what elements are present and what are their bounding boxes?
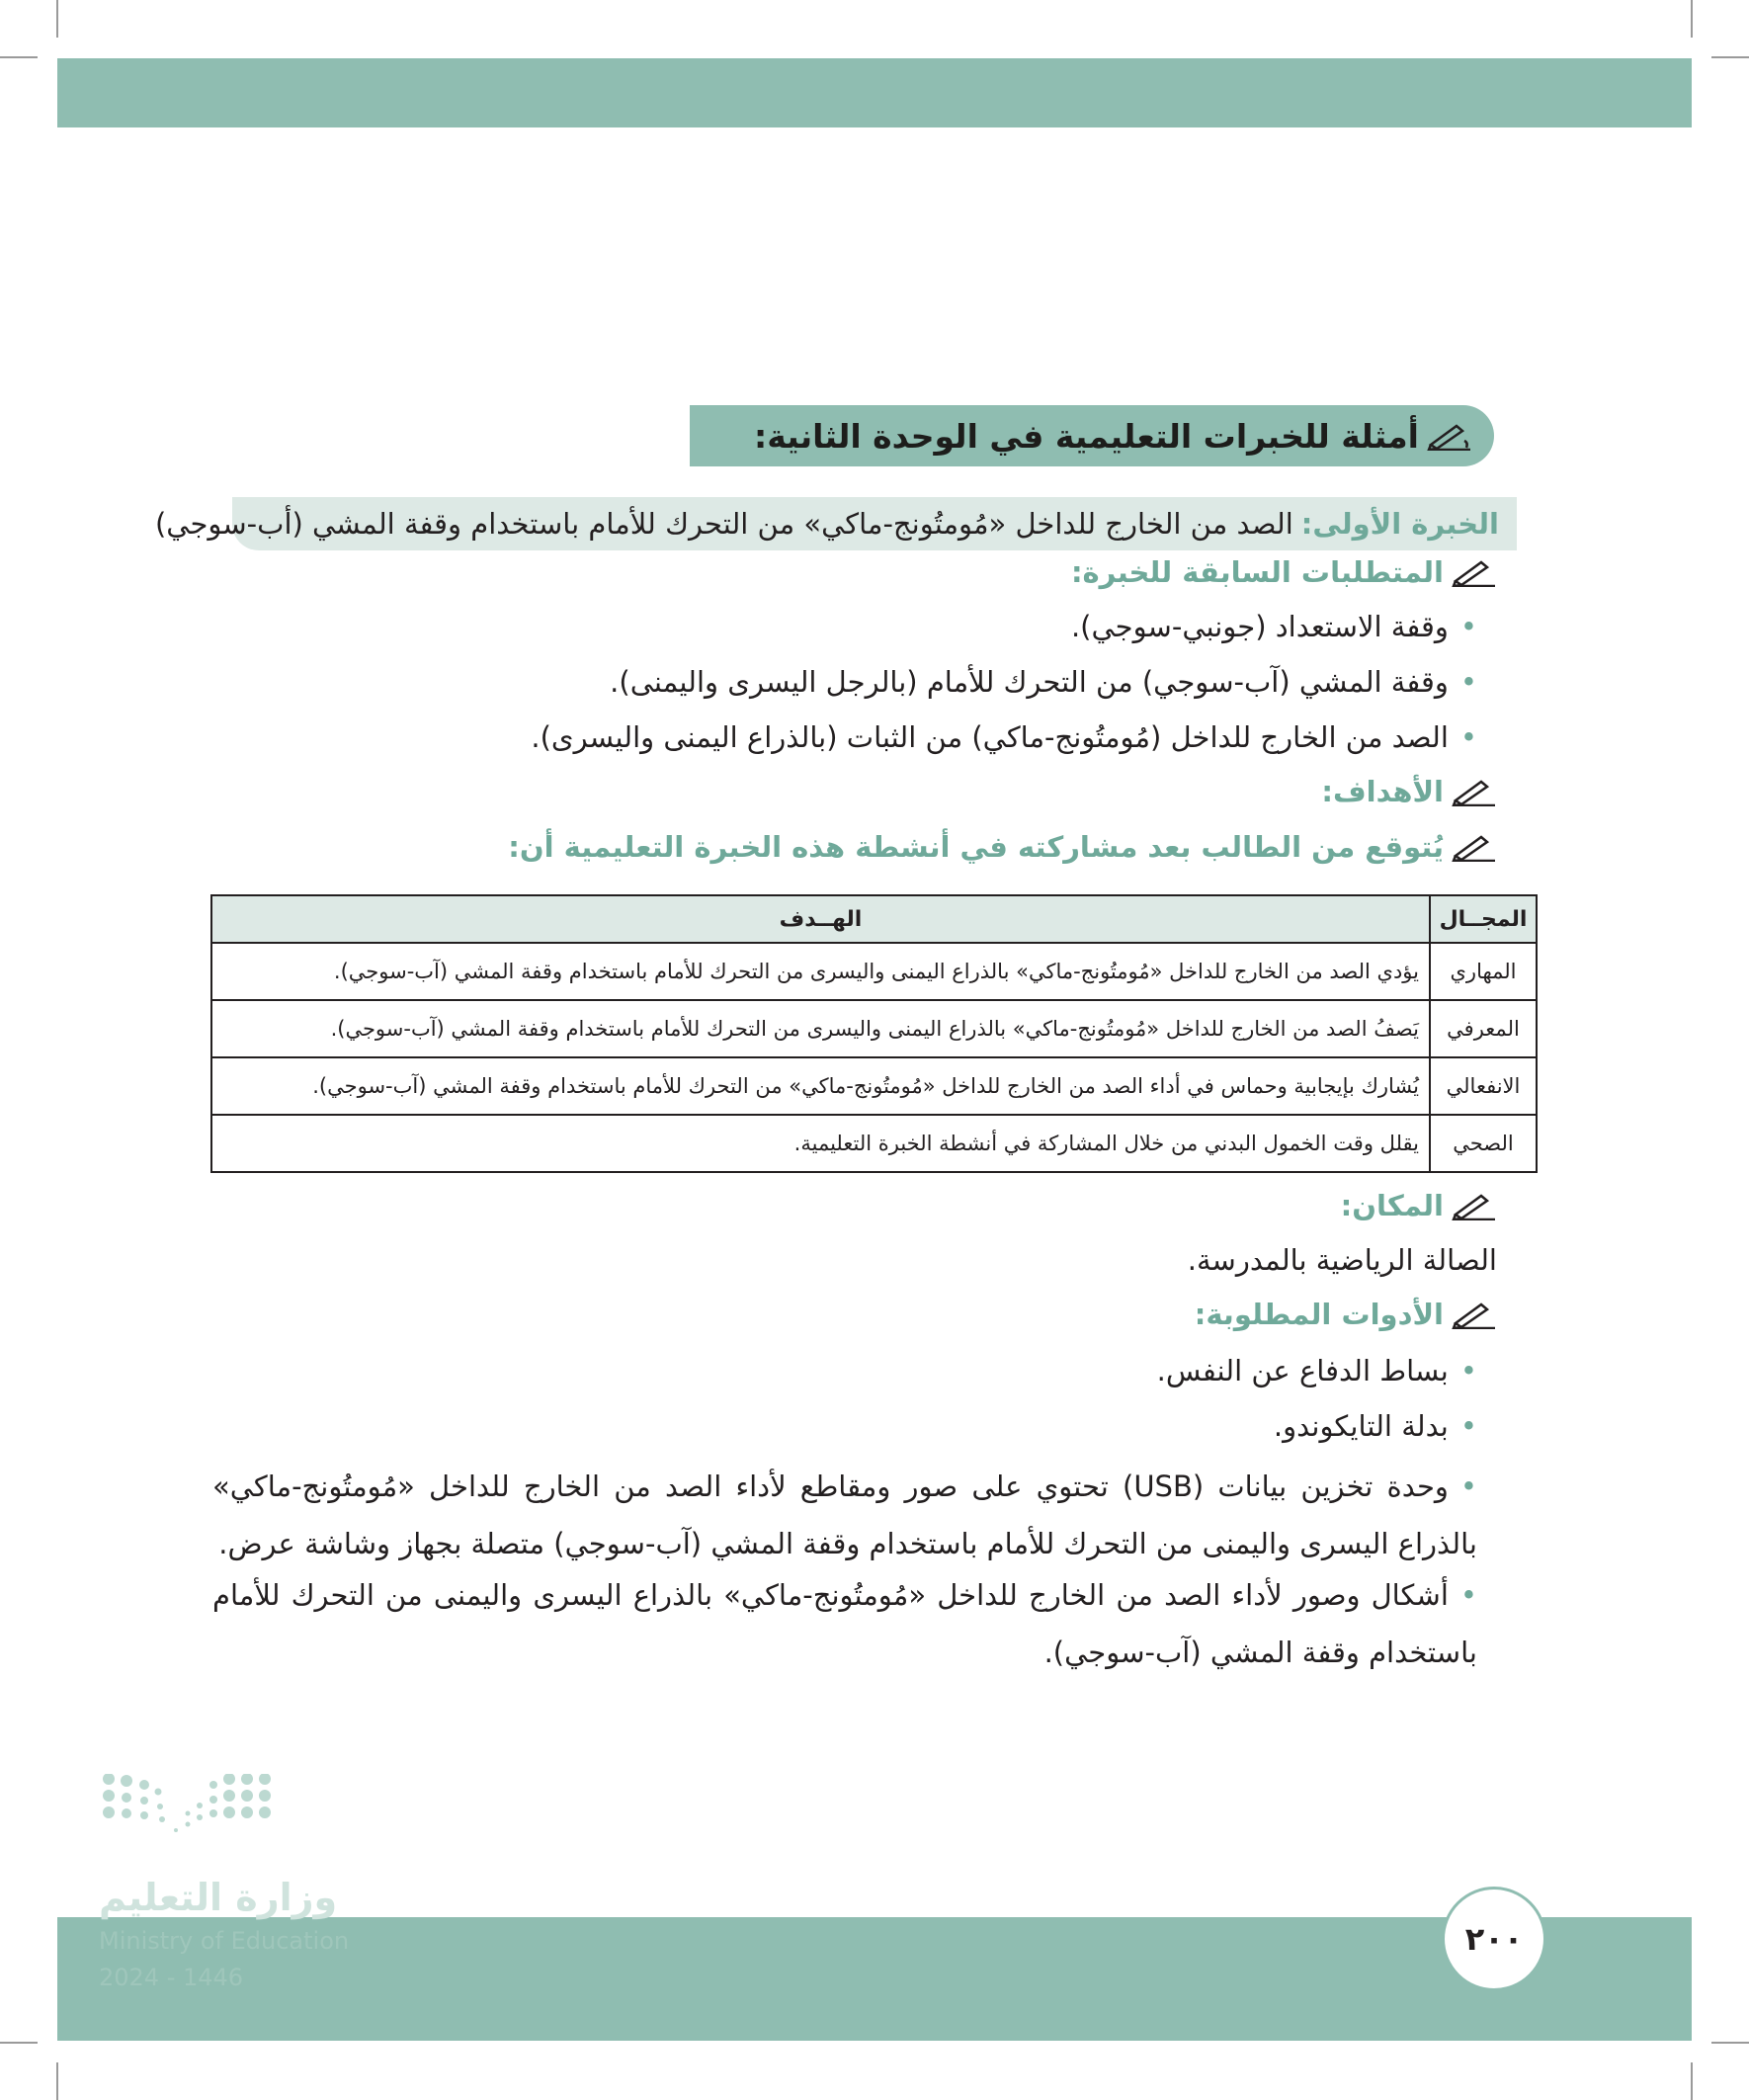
pen-icon bbox=[1452, 1300, 1497, 1329]
ministry-name-english: Ministry of Education bbox=[99, 1927, 350, 1955]
crop-mark bbox=[56, 2062, 58, 2100]
list-item: • بساط الدفاع عن النفس. bbox=[1157, 1354, 1477, 1387]
table-cell-goal: يقلل وقت الخمول البدني من خلال المشاركة في أنشطة الخبرة التعليمية. bbox=[211, 1115, 1430, 1172]
objectives-heading bbox=[1321, 775, 1497, 808]
list-item: •أشكال وصور لأداء الصد من الخارج للداخل «مُومتُونج-ماكي» بالذراع اليسرى واليمنى من التحرك للأمام باستخدام وقفة المشي (آب-سوجي). bbox=[212, 1578, 1477, 1669]
table-cell-domain: المعرفي bbox=[1430, 1000, 1537, 1057]
place-heading-text: المكان: bbox=[1340, 1189, 1444, 1222]
section-title-banner bbox=[690, 405, 1494, 466]
objectives-subheading bbox=[508, 830, 1497, 864]
crop-mark bbox=[0, 56, 38, 58]
table-cell-goal: يؤدي الصد من الخارج للداخل «مُومتُونج-ماكي» بالذراع اليمنى واليسرى من التحرك للأمام باستخدام وقفة المشي (آب-سوجي). bbox=[211, 943, 1430, 1000]
prerequisites-heading bbox=[1071, 555, 1497, 589]
tools-heading-text: الأدوات المطلوبة: bbox=[1194, 1298, 1444, 1331]
table-header-goal: الهــدف bbox=[211, 895, 1430, 943]
list-item: • الصد من الخارج للداخل (مُومتُونج-ماكي) من الثبات (بالذراع اليمنى واليسرى). bbox=[531, 720, 1477, 754]
pen-icon bbox=[1452, 832, 1497, 862]
list-item: • بدلة التايكوندو. bbox=[1274, 1409, 1477, 1443]
table-cell-goal: يَصفُ الصد من الخارج للداخل «مُومتُونج-ماكي» بالذراع اليمنى واليسرى من التحرك للأمام باستخدام وقفة المشي (آب-سوجي). bbox=[211, 1000, 1430, 1057]
crop-mark bbox=[1711, 2042, 1749, 2044]
experience-bar bbox=[154, 497, 1517, 550]
objectives-table bbox=[210, 894, 1538, 1173]
list-item-text: أشكال وصور لأداء الصد من الخارج للداخل «مُومتُونج-ماكي» بالذراع اليسرى واليمنى من التحرك للأمام باستخدام وقفة المشي (آب-سوجي). bbox=[212, 1578, 1477, 1669]
table-cell-domain: الصحي bbox=[1430, 1115, 1537, 1172]
list-item: • وقفة المشي (آب-سوجي) من التحرك للأمام (بالرجل اليسرى واليمنى). bbox=[610, 665, 1477, 699]
place-text: الصالة الرياضية بالمدرسة. bbox=[1187, 1243, 1497, 1277]
tools-heading bbox=[1195, 1298, 1497, 1331]
pen-icon bbox=[1452, 557, 1497, 587]
table-cell-goal: يُشارك بإيجابية وحماس في أداء الصد من الخارج للداخل «مُومتُونج-ماكي» من التحرك للأمام باستخدام وقفة المشي (آب-سوجي). bbox=[211, 1057, 1430, 1115]
ministry-year: 2024 - 1446 bbox=[99, 1964, 244, 1991]
list-item: • وقفة الاستعداد (جونبي-سوجي). bbox=[1071, 610, 1477, 643]
pen-icon bbox=[1452, 777, 1497, 806]
ministry-name-arabic: وزارة التعليم bbox=[99, 1876, 338, 1919]
objectives-subheading-text: يُتوقع من الطالب بعد مشاركته في أنشطة هذه الخبرة التعليمية أن: bbox=[508, 830, 1444, 864]
experience-label: الخبرة الأولى: bbox=[1300, 507, 1499, 541]
header-band bbox=[57, 58, 1692, 127]
pen-icon bbox=[1452, 1191, 1497, 1220]
section-title: أمثلة للخبرات التعليمية في الوحدة الثانية: bbox=[754, 416, 1419, 456]
table-cell-domain: الانفعالي bbox=[1430, 1057, 1537, 1115]
objectives-heading-text: الأهداف: bbox=[1321, 775, 1444, 808]
prerequisites-heading-text: المتطلبات السابقة للخبرة: bbox=[1070, 555, 1444, 589]
table-header-domain: المجــال bbox=[1430, 895, 1537, 943]
crop-mark bbox=[56, 0, 58, 38]
crop-mark bbox=[1691, 0, 1693, 38]
crop-mark bbox=[1711, 56, 1749, 58]
list-item-text: وحدة تخزين بيانات (USB) تحتوي على صور ومقاطع لأداء الصد من الخارج للداخل «مُومتُونج-ماكي» بالذراع اليسرى واليمنى من التحرك للأمام باستخدام وقفة المشي (آب-سوجي) متصلة بجهاز وشاشة عرض. bbox=[212, 1470, 1477, 1560]
table-row bbox=[211, 1000, 1537, 1057]
pen-icon bbox=[1427, 421, 1472, 451]
place-heading bbox=[1341, 1189, 1497, 1222]
table-row bbox=[211, 1115, 1537, 1172]
list-item: •وحدة تخزين بيانات (USB) تحتوي على صور ومقاطع لأداء الصد من الخارج للداخل «مُومتُونج-ماكي» بالذراع اليسرى واليمنى من التحرك للأمام باستخدام وقفة المشي (آب-سوجي) متصلة بجهاز وشاشة عرض. bbox=[212, 1470, 1477, 1560]
experience-text: الصد من الخارج للداخل «مُومتُونج-ماكي» من التحرك للأمام باستخدام وقفة المشي (أب-سوجي) bbox=[154, 507, 1293, 541]
ministry-logo-dots-icon bbox=[99, 1774, 356, 1883]
crop-mark bbox=[0, 2042, 38, 2044]
page-number: ٢٠٠ bbox=[1442, 1887, 1546, 1991]
crop-mark bbox=[1691, 2062, 1693, 2100]
table-row bbox=[211, 943, 1537, 1000]
table-cell-domain: المهاري bbox=[1430, 943, 1537, 1000]
table-row bbox=[211, 1057, 1537, 1115]
